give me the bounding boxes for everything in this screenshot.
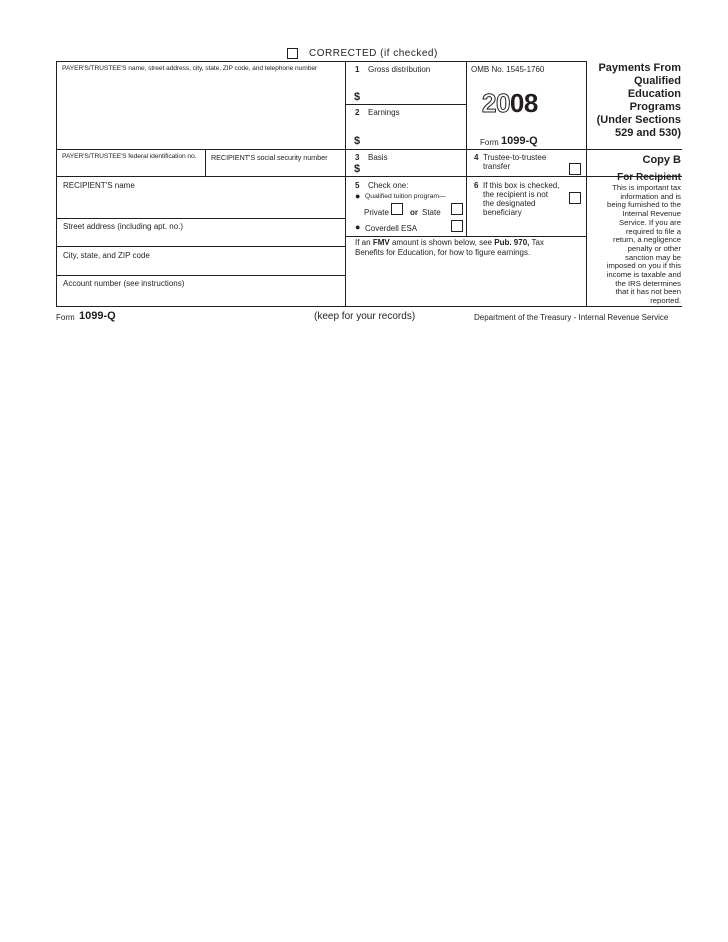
footer-department: Department of the Treasury - Internal Revenue Service <box>474 313 669 322</box>
tax-year-solid: 08 <box>509 88 538 118</box>
box6-line4: beneficiary <box>483 208 522 217</box>
form-bottom-border <box>56 306 682 307</box>
box1-dollar-sign: $ <box>354 91 361 103</box>
column-divider-1 <box>345 61 346 307</box>
corrected-label: CORRECTED (if checked) <box>309 48 438 59</box>
box1-number: 1 <box>355 65 360 74</box>
notice-line: required to file a <box>625 226 681 236</box>
qtp-bullet-icon: ● <box>355 191 361 201</box>
recipient-notice <box>590 184 681 306</box>
box4-number: 4 <box>474 153 479 162</box>
title-line-1: Payments From <box>598 62 681 74</box>
box4-label-line1: Trustee-to-trustee <box>483 153 547 162</box>
footer-form-number: 1099-Q <box>79 310 116 322</box>
private-label: Private <box>364 208 389 217</box>
box3-label: Basis <box>368 153 388 162</box>
title-line-6: 529 and 530) <box>614 127 681 139</box>
title-line-3: Education <box>627 88 681 100</box>
fmv-pre: If an <box>355 238 371 247</box>
recipient-name-label: RECIPIENT'S name <box>63 181 135 190</box>
box4-checkbox[interactable] <box>569 163 581 175</box>
or-label: or <box>410 208 418 217</box>
box4-label-line2: transfer <box>483 162 511 171</box>
notice-line: that it has not been <box>615 287 681 297</box>
box1-label: Gross distribution <box>368 65 431 74</box>
coverdell-checkbox[interactable] <box>451 220 463 232</box>
fmv-bold: FMV <box>372 238 390 247</box>
footer-keep-records: (keep for your records) <box>314 311 416 322</box>
state-label: State <box>422 208 441 217</box>
payer-fed-id-label: PAYER'S/TRUSTEE'S federal identification no. <box>62 153 197 160</box>
box3-number: 3 <box>355 153 360 162</box>
column-divider-3 <box>586 61 587 307</box>
box5-number: 5 <box>355 181 360 190</box>
tax-year <box>482 88 538 119</box>
form-title <box>588 62 681 140</box>
box5-label: Check one: <box>368 181 409 190</box>
notice-line: being furnished to the <box>607 200 681 210</box>
row2-divider <box>56 149 682 150</box>
fmv-mid: amount is shown below, see <box>391 238 492 247</box>
coverdell-bullet-icon: ● <box>355 222 361 232</box>
box2-top-divider <box>345 104 466 105</box>
notice-line: penalty or other <box>627 243 681 253</box>
footer-form-word: Form <box>56 313 75 322</box>
box2-label: Earnings <box>368 108 400 117</box>
tax-year-outline: 20 <box>482 88 510 118</box>
box3-dollar-sign: $ <box>354 163 361 175</box>
box6-line1: If this box is checked, <box>483 181 560 190</box>
fmv-pub: Pub. 970, <box>494 238 530 247</box>
omb-number: OMB No. 1545-1760 <box>471 65 545 74</box>
form-number-omb: 1099-Q <box>501 135 538 147</box>
street-divider <box>56 218 345 219</box>
fmv-note-line1 <box>355 238 583 248</box>
state-checkbox[interactable] <box>451 203 463 215</box>
for-recipient-label: For Recipient <box>617 172 681 183</box>
notice-line: the IRS determines <box>615 278 681 288</box>
account-divider <box>56 275 345 276</box>
recipient-ssn-label: RECIPIENT'S social security number <box>211 153 328 162</box>
street-address-label: Street address (including apt. no.) <box>63 222 184 231</box>
coverdell-label: Coverdell ESA <box>365 224 418 233</box>
box2-number: 2 <box>355 108 360 117</box>
fmv-post: Tax <box>531 238 544 247</box>
notice-line: sanction may be <box>625 252 681 262</box>
box6-line2: the recipient is not <box>483 190 548 199</box>
notice-line: Internal Revenue <box>622 209 681 219</box>
city-state-zip-label: City, state, and ZIP code <box>63 251 150 260</box>
notice-line: imposed on you if this <box>606 261 681 271</box>
title-line-2: Qualified <box>633 75 681 87</box>
box2-dollar-sign: $ <box>354 135 361 147</box>
fmv-note <box>355 238 583 257</box>
title-line-4: Programs <box>629 101 681 113</box>
corrected-checkbox[interactable] <box>287 48 298 59</box>
title-line-5: (Under Sections <box>596 114 681 126</box>
copy-b-label: Copy B <box>642 154 681 166</box>
notice-line: This is important tax <box>612 183 681 192</box>
city-divider <box>56 246 345 247</box>
box6-line3: the designated <box>483 199 536 208</box>
notice-line: information and is <box>620 191 681 201</box>
notice-line: return, a negligence <box>613 235 681 245</box>
qtp-label: Qualified tuition program— <box>365 193 446 200</box>
box6-checkbox[interactable] <box>569 192 581 204</box>
notice-line: income is taxable and <box>606 270 681 280</box>
account-number-label: Account number (see instructions) <box>63 279 185 288</box>
form-word-omb: Form <box>480 138 499 147</box>
fed-id-divider <box>205 149 206 176</box>
payer-name-label: PAYER'S/TRUSTEE'S name, street address, city, state, ZIP code, and telephone number <box>62 65 318 72</box>
fmv-note-line2: Benefits for Education, for how to figure earnings. <box>355 247 531 257</box>
box6-number: 6 <box>474 181 479 190</box>
fmv-divider <box>345 236 586 237</box>
private-checkbox[interactable] <box>391 203 403 215</box>
form-top-border <box>56 61 586 62</box>
notice-line: Service. If you are <box>619 217 681 227</box>
form-left-border <box>56 61 57 307</box>
notice-line: reported. <box>650 296 681 306</box>
